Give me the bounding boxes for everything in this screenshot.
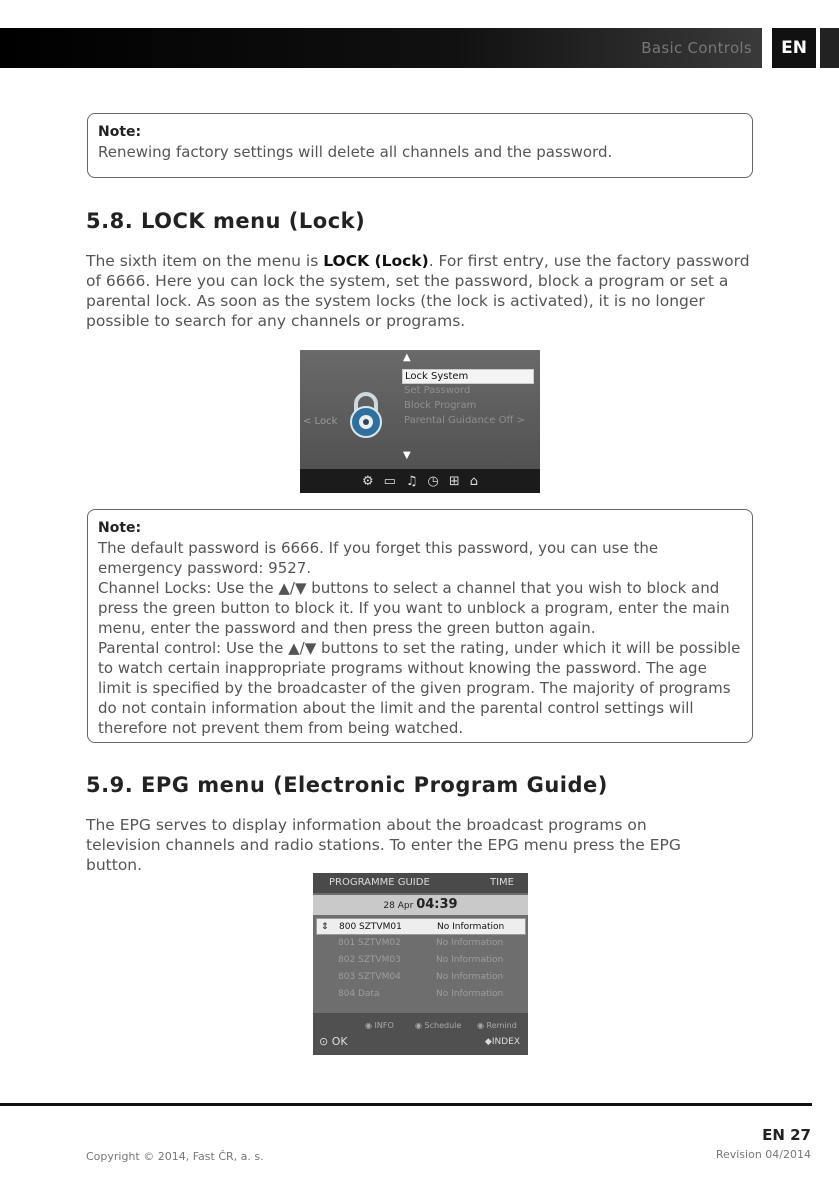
- clock-icon[interactable]: ◷: [427, 473, 439, 489]
- epg-channel: 804 Data: [338, 989, 380, 999]
- note-line-password: The default password is 6666. If you forget this password, you can use the emergency password: 9527.: [98, 539, 659, 577]
- epg-program: No Information: [436, 938, 504, 948]
- epg-channel: 802 SZTVM03: [338, 955, 401, 965]
- arrow-down-icon: ▼: [403, 450, 411, 461]
- epg-screenshot: [313, 873, 528, 1055]
- footer-divider: [0, 1103, 812, 1106]
- epg-remind-label: Remind: [486, 1021, 517, 1030]
- note-title: Note:: [98, 520, 142, 536]
- epg-title: PROGRAMME GUIDE: [329, 877, 430, 888]
- epg-info-label: INFO: [374, 1021, 394, 1030]
- tv-icon[interactable]: ▭: [383, 473, 396, 489]
- epg-info-button[interactable]: ◉ INFO: [365, 1021, 394, 1030]
- language-badge: EN: [772, 28, 816, 68]
- epg-ok-button[interactable]: ⊙ OK: [319, 1035, 348, 1048]
- padlock-icon: [346, 390, 386, 438]
- epg-date-bar: [313, 895, 528, 915]
- lock-menu-screenshot: [300, 350, 540, 493]
- music-icon[interactable]: ♫: [405, 473, 418, 489]
- epg-program: No Information: [437, 922, 505, 932]
- epg-row[interactable]: [316, 952, 526, 969]
- home-icon[interactable]: ⌂: [469, 473, 479, 489]
- epg-program: No Information: [436, 989, 504, 999]
- lock-menu-item-parental-guidance[interactable]: Parental Guidance Off >: [404, 415, 525, 426]
- note-box-password: [87, 509, 753, 743]
- lock-menu-bar: [300, 469, 540, 493]
- gear-icon[interactable]: ⚙: [361, 473, 374, 489]
- note-title: Note:: [98, 124, 142, 140]
- note-line-parental-control: Parental control: Use the ▲/▼ buttons to set the rating, under which it will be possible to watch certain inappropriate programs without knowing the password. The age limit is specified by the broadcaster of the given program. The majority of programs do not contain information about the limit and the parental control settings will therefore not prevent them from being watched.: [98, 639, 741, 737]
- grid-icon[interactable]: ⊞: [448, 473, 460, 489]
- header-bar: [0, 28, 762, 68]
- note-line-channel-locks: Channel Locks: Use the ▲/▼ buttons to select a channel that you wish to block and press the green button to block it. If you want to unblock a program, enter the main menu, enter the password and then press the green button again.: [98, 579, 730, 637]
- header-title: Basic Controls: [641, 39, 752, 57]
- epg-date: 28 Apr: [383, 901, 414, 911]
- arrow-up-icon: ▲: [403, 352, 411, 363]
- copyright-text: Copyright © 2014, Fast ČR, a. s.: [86, 1150, 264, 1163]
- section-heading-lock: 5.8. LOCK menu (Lock): [86, 209, 366, 233]
- epg-row[interactable]: [316, 935, 526, 952]
- lock-paragraph: [86, 251, 756, 331]
- epg-time-label: TIME: [489, 877, 514, 888]
- lock-para-text-1: The sixth item on the menu is: [86, 252, 324, 270]
- note-text: Renewing factory settings will delete all channels and the password.: [98, 143, 613, 161]
- epg-row[interactable]: [316, 918, 526, 935]
- epg-index-button[interactable]: ◆INDEX: [484, 1037, 520, 1047]
- epg-time: 04:39: [416, 897, 458, 912]
- epg-remind-button[interactable]: ◉ Remind: [477, 1021, 517, 1030]
- epg-program: No Information: [436, 955, 504, 965]
- page-number: EN 27: [762, 1126, 811, 1144]
- epg-channel: 803 SZTVM04: [338, 972, 401, 982]
- epg-schedule-label: Schedule: [424, 1021, 462, 1030]
- note-box-reset: [87, 113, 753, 178]
- epg-ok-label: OK: [331, 1035, 348, 1048]
- epg-channel: 801 SZTVM02: [338, 938, 401, 948]
- epg-channel: 800 SZTVM01: [339, 922, 402, 932]
- lock-menu-item-lock-system[interactable]: Lock System: [402, 369, 534, 384]
- epg-header: [313, 873, 528, 893]
- epg-footer: [313, 1013, 528, 1055]
- epg-program: No Information: [436, 972, 504, 982]
- lock-menu-item-set-password[interactable]: Set Password: [404, 385, 471, 396]
- section-heading-epg: 5.9. EPG menu (Electronic Program Guide): [86, 773, 608, 797]
- revision-label: Revision 04/2014: [715, 1148, 811, 1161]
- header-tail: [820, 28, 839, 68]
- epg-index-label: INDEX: [491, 1037, 520, 1047]
- lock-para-text-2: . For first entry, use the factory password of 6666. Here you can lock the system, set the password, block a program or set a parental lock. As soon as the system locks (the lock is activated), it is no longer possible to search for any channels or programs.: [86, 252, 750, 330]
- lock-menu-item-block-program[interactable]: Block Program: [404, 400, 477, 411]
- updown-icon: ⇕: [321, 922, 329, 932]
- epg-paragraph: The EPG serves to display information about the broadcast programs on television channels and radio stations. To enter the EPG menu press the EPG button.: [86, 816, 681, 874]
- epg-row[interactable]: [316, 986, 526, 1003]
- epg-schedule-button[interactable]: ◉ Schedule: [415, 1021, 462, 1030]
- lock-para-bold: LOCK (Lock): [323, 252, 429, 270]
- epg-row[interactable]: [316, 969, 526, 986]
- lock-left-label: < Lock: [303, 416, 338, 427]
